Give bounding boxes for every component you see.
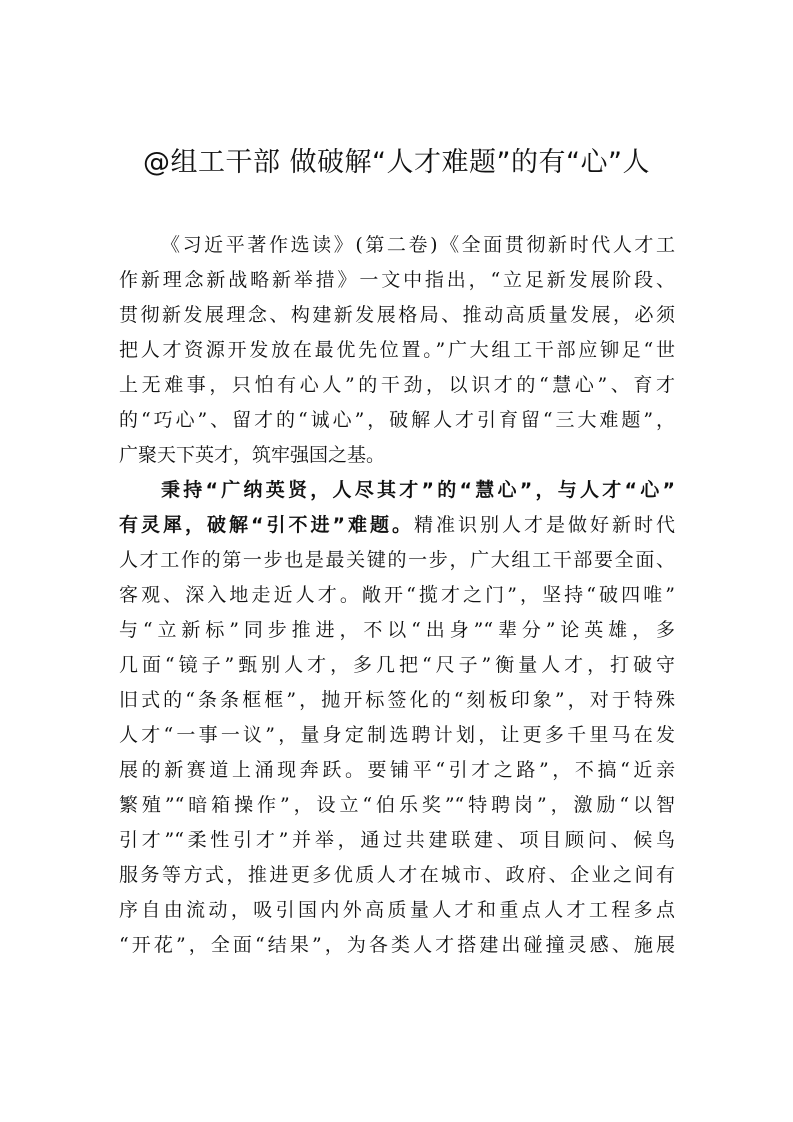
body-text: 展的新赛道上涌现奔跃。要铺平“引才之路”，不搞“近亲 [119, 759, 675, 781]
text-line [119, 508, 675, 543]
text-line [119, 858, 675, 893]
text-line [119, 228, 675, 263]
body-text: 几面“镜子”甄别人才，多几把“尺子”衡量人才，打破守 [119, 654, 675, 676]
body-text: 作新理念新战略新举措》一文中指出，“立足新发展阶段、 [119, 269, 675, 291]
text-line [119, 543, 675, 578]
text-line [119, 298, 675, 333]
body-text: 广聚天下英才，筑牢强国之基。 [119, 444, 386, 466]
text-line [119, 718, 675, 753]
document-body [119, 228, 675, 963]
text-line [119, 403, 675, 438]
body-text: 精准识别人才是做好新时代 [413, 514, 675, 536]
text-line [119, 473, 675, 508]
text-line [119, 683, 675, 718]
text-line [119, 263, 675, 298]
body-text: 把人才资源开发放在最优先位置。”广大组工干部应铆足“世 [119, 339, 675, 361]
body-text: 的“巧心”、留才的“诚心”，破解人才引育留“三大难题”， [119, 409, 675, 431]
body-text: 上无难事，只怕有心人”的干劲，以识才的“慧心”、育才 [119, 374, 675, 396]
text-line [119, 788, 675, 823]
body-text: 《习近平著作选读》(第二卷)《全面贯彻新时代人才工 [161, 234, 675, 256]
paragraph [119, 473, 675, 963]
body-text: 客观、深入地走近人才。敞开“揽才之门”，坚持“破四唯” [119, 584, 675, 606]
body-text: 服务等方式，推进更多优质人才在城市、政府、企业之间有 [119, 864, 675, 886]
body-text: 旧式的“条条框框”，抛开标签化的“刻板印象”，对于特殊 [119, 689, 675, 711]
body-text: 序自由流动，吸引国内外高质量人才和重点人才工程多点 [119, 899, 675, 921]
text-line [119, 648, 675, 683]
text-line [119, 928, 675, 963]
text-line [119, 613, 675, 648]
text-line [119, 578, 675, 613]
body-text: “开花”，全面“结果”，为各类人才搭建出碰撞灵感、施展 [119, 934, 675, 956]
bold-heading-text: 有灵犀，破解“引不进”难题。 [119, 514, 414, 536]
text-line [119, 438, 675, 473]
body-text: 贯彻新发展理念、构建新发展格局、推动高质量发展，必须 [119, 304, 675, 326]
text-line [119, 333, 675, 368]
body-text: 繁殖”“暗箱操作”，设立“伯乐奖”“特聘岗”，激励“以智 [119, 794, 675, 816]
text-line [119, 753, 675, 788]
body-text: 与“立新标”同步推进，不以“出身”“辈分”论英雄，多 [119, 619, 675, 641]
text-line [119, 893, 675, 928]
document-title: @组工干部 做破解“人才难题”的有“心”人 [142, 147, 651, 178]
paragraph [119, 228, 675, 473]
body-text: 引才”“柔性引才”并举，通过共建联建、项目顾问、候鸟 [119, 829, 675, 851]
body-text: 人才“一事一议”，量身定制选聘计划，让更多千里马在发 [119, 724, 675, 746]
text-line [119, 368, 675, 403]
body-text: 人才工作的第一步也是最关键的一步，广大组工干部要全面、 [119, 549, 675, 571]
text-line [119, 823, 675, 858]
bold-heading-text: 秉持“广纳英贤，人尽其才”的“慧心”，与人才“心” [161, 479, 675, 501]
